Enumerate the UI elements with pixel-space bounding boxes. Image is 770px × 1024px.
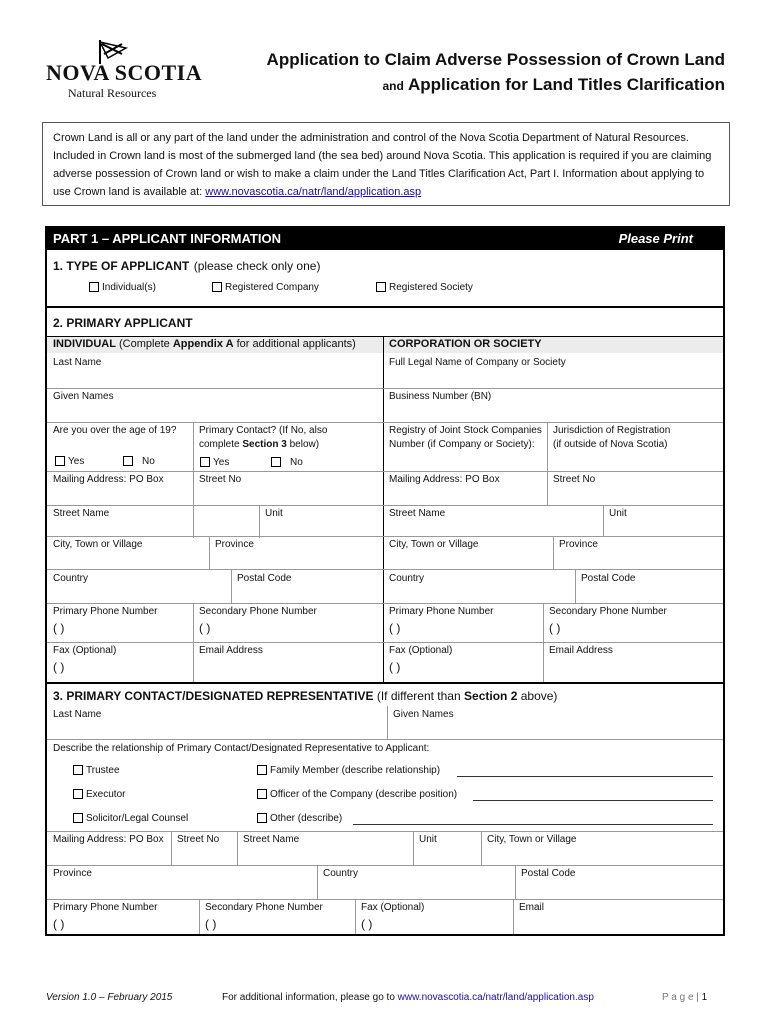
- primary-contact-question-1: Primary Contact? (If No, also: [199, 425, 328, 436]
- divider: [383, 388, 723, 389]
- divider: [383, 471, 723, 472]
- rep-given-names-label: Given Names: [393, 709, 454, 720]
- pc-complete: complete: [199, 439, 240, 450]
- footer-more-info: [222, 992, 594, 1003]
- pc-below: below): [289, 439, 320, 450]
- rep-fax-field[interactable]: ( ): [361, 917, 373, 931]
- rel-family-member[interactable]: [257, 765, 440, 776]
- jurisdiction-label-1: Jurisdiction of Registration: [553, 425, 671, 436]
- divider: [383, 422, 723, 423]
- individual-primary-phone-field[interactable]: ( ): [53, 621, 65, 635]
- intro-text: Crown Land is all or any part of the land under the administration and control of the Nova Scotia Department of Natural Resources. Included in Crown land is most of the submerged land (the sea bed) around Nova Scotia. This application is required if you are claiming adverse possession of Crown land or wish to make a claim under the Land Titles Clarification Act, Part I. Information about applying to use Crown land is available at:: [53, 132, 712, 198]
- divider: [481, 831, 482, 865]
- divider: [47, 422, 383, 423]
- divider: [47, 682, 723, 684]
- divider: [47, 388, 383, 389]
- rel-label: Solicitor/Legal Counsel: [86, 813, 189, 824]
- individual-secondary-phone-field[interactable]: ( ): [199, 621, 211, 635]
- divider: [47, 569, 723, 570]
- footer-version: Version 1.0 – February 2015: [46, 992, 173, 1003]
- divider: [413, 831, 414, 865]
- rep-primary-phone-field[interactable]: ( ): [53, 917, 65, 931]
- rel-label: Executor: [86, 789, 126, 800]
- divider: [47, 306, 723, 308]
- individual-note: (Complete: [119, 338, 170, 350]
- checkbox-icon: [200, 457, 210, 467]
- checkbox-icon: [73, 813, 83, 823]
- corp-street-name-label: Street Name: [389, 508, 446, 519]
- individual-last-name-label: Last Name: [53, 357, 102, 368]
- individual-note-end: for additional applicants): [236, 338, 356, 350]
- intro-link[interactable]: www.novascotia.ca/natr/land/application.asp: [205, 186, 422, 198]
- age-question: Are you over the age of 19?: [53, 425, 177, 436]
- checkbox-icon: [55, 456, 65, 466]
- divider: [47, 603, 723, 604]
- corp-primary-phone-label: Primary Phone Number: [389, 606, 494, 617]
- yes-label: Yes: [68, 456, 85, 467]
- corp-secondary-phone-field[interactable]: ( ): [549, 621, 561, 635]
- contact-yes[interactable]: [200, 457, 229, 468]
- divider: [237, 831, 238, 865]
- rel-trustee[interactable]: [73, 765, 120, 776]
- pc-section3: Section 3: [242, 439, 287, 450]
- applicant-form: [45, 226, 725, 936]
- rep-street-no-label: Street No: [177, 834, 220, 845]
- yes-label: Yes: [213, 457, 230, 468]
- individual-street-no-label: Street No: [199, 474, 242, 485]
- rep-province-label: Province: [53, 868, 92, 879]
- rel-other[interactable]: [257, 813, 342, 824]
- form-title-line-1: Application to Claim Adverse Possession of Crown Land: [266, 50, 725, 69]
- corp-secondary-phone-label: Secondary Phone Number: [549, 606, 667, 617]
- rep-secondary-phone-field[interactable]: ( ): [205, 917, 217, 931]
- individual-postal-label: Postal Code: [237, 573, 292, 584]
- divider: [199, 899, 200, 934]
- title-line-2-text: Application for Land Titles Clarification: [407, 75, 725, 94]
- footer-more-text: For additional information, please go to: [222, 992, 395, 1003]
- checkbox-icon: [212, 282, 222, 292]
- no-label: No: [290, 457, 303, 468]
- divider: [259, 505, 260, 538]
- individual-fax-field[interactable]: ( ): [53, 660, 65, 674]
- section1-note: (please check only one): [193, 259, 321, 273]
- other-blank[interactable]: [353, 824, 713, 825]
- registry-label-2: Number (if Company or Society):: [389, 439, 535, 450]
- checkbox-icon: [257, 765, 267, 775]
- corp-po-box-label: Mailing Address: PO Box: [389, 474, 500, 485]
- logo-wordmark: NOVA SCOTIA: [46, 60, 203, 85]
- corp-heading: CORPORATION OR SOCIETY: [389, 338, 542, 350]
- individual-given-names-label: Given Names: [53, 391, 114, 402]
- divider: [47, 505, 723, 506]
- divider: [47, 865, 723, 866]
- checkbox-icon: [73, 765, 83, 775]
- rel-label: Trustee: [86, 765, 120, 776]
- corp-primary-phone-field[interactable]: ( ): [389, 621, 401, 635]
- checkbox-icon: [73, 789, 83, 799]
- family-member-blank[interactable]: [457, 776, 713, 777]
- section1-title: 1. TYPE OF APPLICANT: [53, 259, 190, 273]
- part1-title: PART 1 – APPLICANT INFORMATION: [53, 231, 281, 246]
- divider: [231, 569, 232, 603]
- page-number: 1: [701, 992, 708, 1003]
- divider: [47, 739, 723, 740]
- individual-po-box-label: Mailing Address: PO Box: [53, 474, 164, 485]
- divider: [387, 706, 388, 740]
- individual-primary-phone-label: Primary Phone Number: [53, 606, 158, 617]
- checkbox-icon: [89, 282, 99, 292]
- rel-officer[interactable]: [257, 789, 457, 800]
- individual-city-label: City, Town or Village: [53, 539, 143, 550]
- logo-department: Natural Resources: [68, 86, 157, 100]
- rep-street-name-label: Street Name: [243, 834, 300, 845]
- checkbox-icon: [271, 457, 281, 467]
- page-label: P a g e: [662, 992, 694, 1003]
- age-yes[interactable]: [55, 456, 84, 467]
- divider: [553, 536, 554, 569]
- option-individuals[interactable]: [89, 282, 156, 293]
- checkbox-icon: [123, 456, 133, 466]
- contact-no[interactable]: [271, 457, 303, 468]
- rep-primary-phone-label: Primary Phone Number: [53, 902, 158, 913]
- rep-email-label: Email: [519, 902, 545, 913]
- divider: [47, 831, 723, 832]
- section3-above: above): [520, 689, 558, 703]
- section2-title: 2. PRIMARY APPLICANT: [53, 316, 193, 330]
- individual-country-label: Country: [53, 573, 89, 584]
- section3-note: (If different than: [376, 689, 461, 703]
- corp-street-no-label: Street No: [553, 474, 596, 485]
- rep-fax-label: Fax (Optional): [361, 902, 425, 913]
- divider: [575, 569, 576, 603]
- no-label: No: [142, 456, 155, 467]
- section3-heading: [53, 689, 557, 703]
- officer-blank[interactable]: [473, 800, 713, 801]
- corp-city-label: City, Town or Village: [389, 539, 479, 550]
- registry-label-1: Registry of Joint Stock Companies: [389, 425, 542, 436]
- relationship-label: Describe the relationship of Primary Contact/Designated Representative to Applicant:: [53, 743, 430, 754]
- section1-heading: [53, 257, 320, 275]
- checkbox-icon: [257, 789, 267, 799]
- individual-secondary-phone-label: Secondary Phone Number: [199, 606, 317, 617]
- checkbox-icon: [376, 282, 386, 292]
- divider: [355, 899, 356, 934]
- section3-title: 3. PRIMARY CONTACT/DESIGNATED REPRESENTATIVE: [53, 689, 374, 703]
- intro-box: [42, 122, 730, 206]
- footer-page: P a g e | 1: [662, 992, 708, 1003]
- divider: [603, 505, 604, 536]
- please-print: Please Print: [618, 231, 693, 246]
- checkbox-icon: [257, 813, 267, 823]
- divider: [47, 899, 723, 900]
- option-label: Registered Society: [389, 282, 473, 293]
- rep-country-label: Country: [323, 868, 359, 879]
- rel-solicitor[interactable]: [73, 813, 188, 824]
- divider: [209, 536, 210, 570]
- divider: [171, 831, 172, 865]
- rep-po-box-label: Mailing Address: PO Box: [53, 834, 164, 845]
- divider: [317, 865, 318, 899]
- rep-secondary-phone-label: Secondary Phone Number: [205, 902, 323, 913]
- divider: [513, 899, 514, 934]
- corp-postal-label: Postal Code: [581, 573, 636, 584]
- option-registered-society[interactable]: [376, 282, 473, 293]
- option-label: Individual(s): [102, 282, 156, 293]
- rep-unit-label: Unit: [419, 834, 437, 845]
- divider: [47, 471, 383, 472]
- section3-ref: Section 2: [464, 689, 518, 703]
- rel-label: Family Member (describe relationship): [270, 765, 441, 776]
- individual-fax-label: Fax (Optional): [53, 645, 117, 656]
- corp-bn-label: Business Number (BN): [389, 391, 492, 402]
- divider: [193, 422, 194, 538]
- individual-heading: [53, 338, 356, 350]
- rep-city-label: City, Town or Village: [487, 834, 577, 845]
- individual-province-label: Province: [215, 539, 254, 550]
- corp-legal-name-label: Full Legal Name of Company or Society: [389, 357, 566, 368]
- title-and: and: [382, 79, 404, 93]
- part1-header-bar: [47, 228, 723, 250]
- corp-fax-label: Fax (Optional): [389, 645, 453, 656]
- age-no[interactable]: [123, 456, 155, 467]
- individual-head: INDIVIDUAL: [53, 338, 116, 350]
- rep-postal-label: Postal Code: [521, 868, 576, 879]
- rep-last-name-label: Last Name: [53, 709, 102, 720]
- option-label: Registered Company: [225, 282, 319, 293]
- individual-unit-label: Unit: [265, 508, 283, 519]
- rel-label: Officer of the Company (describe position): [270, 789, 458, 800]
- rel-label: Other (describe): [270, 813, 343, 824]
- footer-link[interactable]: www.novascotia.ca/natr/land/application.asp: [397, 992, 594, 1003]
- individual-street-name-label: Street Name: [53, 508, 110, 519]
- divider: [543, 603, 544, 682]
- appendix-a: Appendix A: [172, 338, 234, 350]
- divider: [47, 642, 723, 643]
- option-registered-company[interactable]: [212, 282, 319, 293]
- corp-province-label: Province: [559, 539, 598, 550]
- corp-fax-field[interactable]: ( ): [389, 660, 401, 674]
- corp-country-label: Country: [389, 573, 425, 584]
- jurisdiction-label-2: (if outside of Nova Scotia): [553, 439, 668, 450]
- divider: [515, 865, 516, 899]
- form-title-line-2: [200, 75, 725, 95]
- rel-executor[interactable]: [73, 789, 125, 800]
- individual-email-label: Email Address: [199, 645, 263, 656]
- divider: [47, 536, 723, 537]
- divider: [547, 422, 548, 505]
- corp-email-label: Email Address: [549, 645, 613, 656]
- primary-contact-question-2: [199, 439, 319, 450]
- corp-unit-label: Unit: [609, 508, 627, 519]
